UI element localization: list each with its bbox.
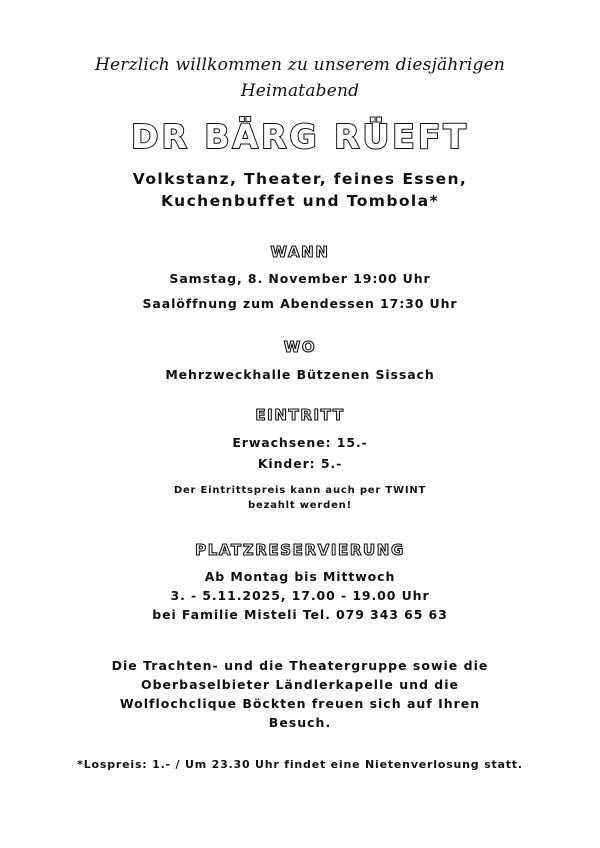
twint-note <box>0 483 600 513</box>
closing-paragraph <box>0 656 600 732</box>
wann-doors: Saalöffnung zum Abendessen 17:30 Uhr <box>142 296 458 311</box>
closing-line-1: Die Trachten- und die Theatergruppe sowie die <box>111 658 489 673</box>
reservation-contact: bei Familie Misteli Tel. 079 343 65 63 <box>152 607 448 622</box>
closing-line-3: Wolflochclique Böckten freuen sich auf Ihren <box>119 696 481 711</box>
reservation-dates: 3. - 5.11.2025, 17.00 - 19.00 Uhr <box>170 588 430 603</box>
wann-date: Samstag, 8. November 19:00 Uhr <box>169 271 431 286</box>
reservation-info <box>0 567 600 624</box>
wann-section <box>0 268 600 314</box>
welcome-line-2: Heimatabend <box>240 81 360 101</box>
welcome-line-1: Herzlich willkommen zu unserem diesjährigen <box>95 55 505 75</box>
reservation-days: Ab Montag bis Mittwoch <box>204 569 396 584</box>
subtitle-line-2: Kuchenbuffet und Tombola* <box>161 192 439 210</box>
twint-note-line-1: Der Eintrittspreis kann auch per TWINT <box>173 485 427 496</box>
wo-location: Mehrzweckhalle Bützenen Sissach <box>165 367 435 382</box>
wann-heading: WANN <box>270 243 330 261</box>
price-children: Kinder: 5.- <box>257 456 343 471</box>
twint-note-line-2: bezahlt werden! <box>248 500 352 511</box>
welcome-text <box>0 52 600 104</box>
subtitle-line-1: Volkstanz, Theater, feines Essen, <box>132 170 468 188</box>
event-title: DR BÄRG RÜEFT <box>131 117 469 156</box>
closing-line-2: Oberbaselbieter Ländlerkapelle und die <box>140 677 460 692</box>
reservation-heading: PLATZRESERVIERUNG <box>195 541 405 559</box>
event-subtitle <box>0 168 600 212</box>
closing-line-4: Besuch. <box>268 715 332 730</box>
eintritt-prices <box>0 432 600 474</box>
price-adults: Erwachsene: 15.- <box>232 435 368 450</box>
wo-heading: WO <box>283 338 317 356</box>
eintritt-heading: EINTRITT <box>255 406 345 424</box>
footnote: *Lospreis: 1.- / Um 23.30 Uhr findet eine Nietenverlosung statt. <box>77 758 523 771</box>
